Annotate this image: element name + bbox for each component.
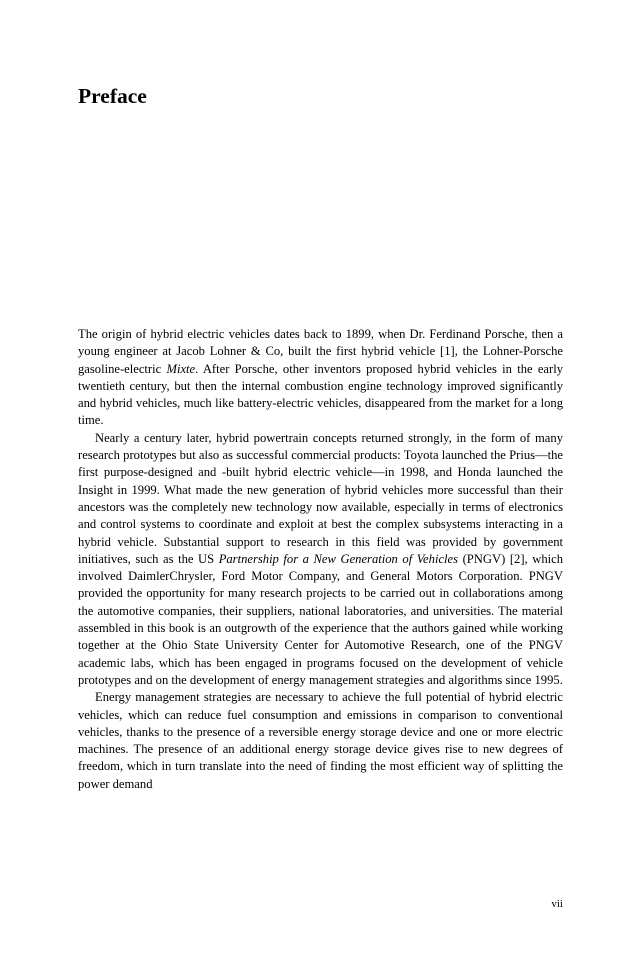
italic-text-run: Mixte <box>166 361 196 376</box>
preface-body <box>78 326 563 793</box>
paragraph-3 <box>78 689 563 793</box>
paragraph-2 <box>78 430 563 689</box>
page-number: vii <box>551 898 563 910</box>
text-run: The origin of hybrid electric vehicles dates back to 1899, when Dr. Ferdinand Porsche, then a young engineer at Jacob Lohner & Co, built the first hybrid vehicle [1], the Lohner-Porsche gasoline-electric <box>78 327 563 376</box>
text-run: Energy management strategies are necessary to achieve the full potential of hybrid electric vehicles, which can reduce fuel consumption and emissions in comparison to conventional vehicles, thanks to the presence of a reversible energy storage device and one or more electric machines. The presence of an additional energy storage device gives rise to new degrees of freedom, which in turn translate into the need of finding the most efficient way of splitting the power demand <box>78 690 563 791</box>
text-run: . After Porsche, other inventors proposed hybrid vehicles in the early twentieth century, but then the internal combustion engine technology improved significantly and hybrid vehicles, much like battery-electric vehicles, disappeared from the market for a long time. <box>78 361 563 428</box>
text-run: (PNGV) [2], which involved DaimlerChrysler, Ford Motor Company, and General Motors Corporation. PNGV provided the opportunity for many research projects to be carried out in collaborations among the automotive companies, their suppliers, national laboratories, and universities. The material assembled in this book is an outgrowth of the experience that the authors gained while working together at the Ohio State University Center for Automotive Research, one of the PNGV academic labs, which has been engaged in programs focused on the development of vehicle prototypes and on the development of energy management strategies and algorithms since 1995. <box>78 551 563 687</box>
italic-text-run: Partnership for a New Generation of Vehicles <box>218 551 459 566</box>
text-run: Nearly a century later, hybrid powertrain concepts returned strongly, in the form of many research prototypes but also as successful commercial products: Toyota launched the Prius—the first purpose-designed and -built hybrid electric vehicle—in 1998, and Honda launched the Insight in 1999. What made the new generation of hybrid vehicles more successful than their ancestors was the completely new technology now available, especially in terms of electronics and control systems to coordinate and exploit at best the complex subsystems interacting in a hybrid vehicle. Substantial support to research in this field was provided by government initiatives, such as the US <box>78 430 563 566</box>
chapter-title: Preface <box>78 84 147 108</box>
paragraph-1 <box>78 326 563 430</box>
